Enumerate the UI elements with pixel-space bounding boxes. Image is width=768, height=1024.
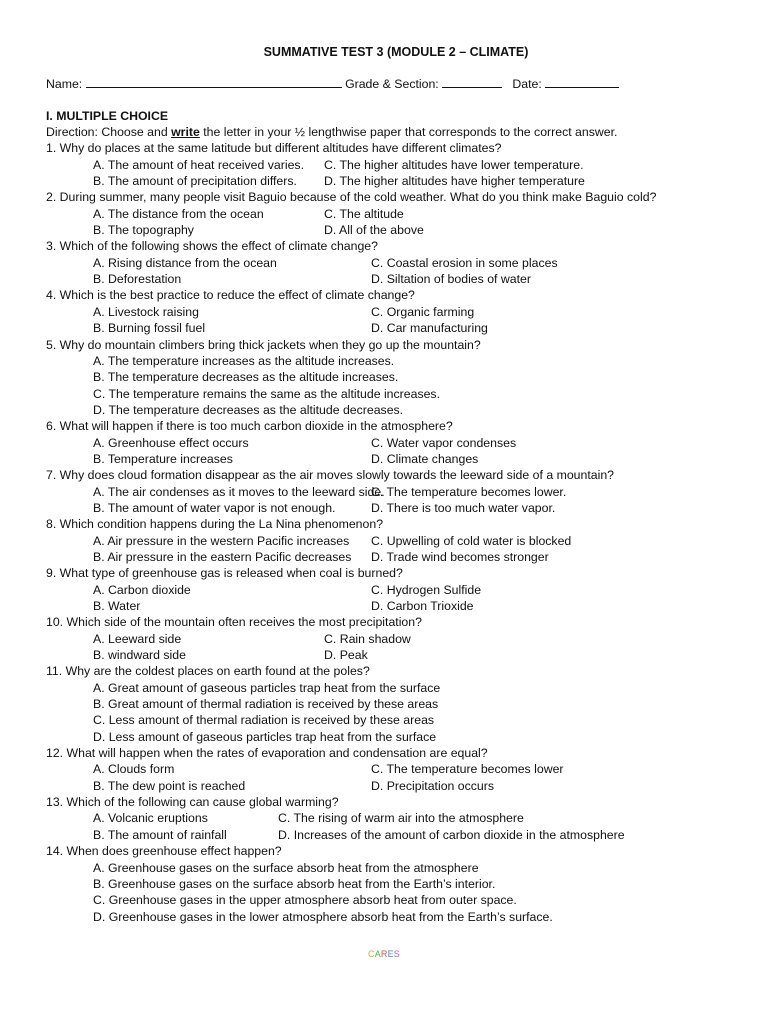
choice-d: D. Climate changes xyxy=(371,451,479,466)
direction-text xyxy=(46,124,746,140)
choice-c: C. Coastal erosion in some places xyxy=(371,255,558,270)
choice-a: A. The air condenses as it moves to the leeward side. xyxy=(93,484,385,499)
grade-label: Grade & Section: xyxy=(345,77,439,92)
name-label: Name: xyxy=(46,77,83,92)
choice-a: A. The amount of heat received varies. xyxy=(93,157,304,172)
question-text: 9. What type of greenhouse gas is released when coal is burned? xyxy=(46,566,403,581)
choice-d: D. Carbon Trioxide xyxy=(371,599,474,613)
choice-c: C. The higher altitudes have lower temperature. xyxy=(324,157,584,172)
choice-a: A. Carbon dioxide xyxy=(93,582,191,597)
choice-b: B. Greenhouse gases on the surface absorb heat from the Earth’s interior. xyxy=(93,876,496,891)
choice-row xyxy=(46,451,746,467)
question-text: 13. Which of the following can cause global warming? xyxy=(46,795,339,810)
choice-row xyxy=(46,582,746,598)
section-heading: I. MULTIPLE CHOICE xyxy=(46,108,169,123)
choice-d: D. Increases of the amount of carbon dioxide in the atmosphere xyxy=(278,827,625,842)
logo-letter: S xyxy=(393,949,400,959)
choice-a: A. Greenhouse effect occurs xyxy=(93,435,249,450)
page-title: SUMMATIVE TEST 3 (MODULE 2 – CLIMATE) xyxy=(263,45,529,59)
choice-b: B. Deforestation xyxy=(93,272,182,287)
choice-row xyxy=(46,827,746,843)
choice-row xyxy=(46,206,746,222)
name-blank[interactable] xyxy=(86,75,342,88)
choice-row xyxy=(46,631,746,647)
choice-row xyxy=(46,320,746,336)
logo-letter: C xyxy=(367,949,375,959)
question-text: 10. Which side of the mountain often receives the most precipitation? xyxy=(46,615,422,630)
choice-b: B. Water xyxy=(93,599,141,613)
choice-row xyxy=(46,304,746,320)
choice-d: D. There is too much water vapor. xyxy=(371,500,556,515)
choice-row xyxy=(46,778,746,794)
choice-row xyxy=(46,157,746,173)
choice-row xyxy=(46,435,746,451)
grade-blank[interactable] xyxy=(442,75,502,88)
choice-row xyxy=(46,173,746,189)
choice-a: A. Volcanic eruptions xyxy=(93,811,208,826)
choice-c: C. Less amount of thermal radiation is received by these areas xyxy=(93,713,435,728)
choice-a: A. The distance from the ocean xyxy=(93,206,264,221)
question-list xyxy=(46,140,746,925)
question-text: 5. Why do mountain climbers bring thick jackets when they go up the mountain? xyxy=(46,337,481,352)
question-text: 2. During summer, many people visit Baguio because of the cold weather. What do you think make Baguio cold? xyxy=(46,190,657,205)
choice-c: C. Hydrogen Sulfide xyxy=(371,582,482,597)
choice-c: C. Water vapor condenses xyxy=(371,435,517,450)
choice-a: A. Air pressure in the western Pacific increases xyxy=(93,533,350,548)
choice-c: C. Rain shadow xyxy=(324,631,411,646)
choice-b: B. The temperature decreases as the altitude increases. xyxy=(93,370,399,385)
logo-letter: E xyxy=(387,949,394,959)
choice-d: D. Precipitation occurs xyxy=(371,778,495,793)
test-page xyxy=(46,44,746,925)
choice-row xyxy=(46,598,746,614)
choice-row xyxy=(46,500,746,516)
choice-c: C. The rising of warm air into the atmosphere xyxy=(278,811,524,826)
choice-c: C. The altitude xyxy=(324,206,404,221)
date-blank[interactable] xyxy=(545,75,619,88)
question-text: 12. What will happen when the rates of evaporation and condensation are equal? xyxy=(46,746,488,761)
choice-row xyxy=(46,533,746,549)
date-label: Date: xyxy=(512,77,542,92)
question-text: 6. What will happen if there is too much carbon dioxide in the atmosphere? xyxy=(46,419,453,434)
choice-b: B. The amount of rainfall xyxy=(93,827,227,842)
choice-c: C. The temperature remains the same as the altitude increases. xyxy=(93,386,440,401)
student-info-line xyxy=(46,75,746,92)
choice-b: B. Air pressure in the eastern Pacific decreases xyxy=(93,549,352,564)
choice-b: B. windward side xyxy=(93,648,186,663)
question-text: 1. Why do places at the same latitude but different altitudes have different climates? xyxy=(46,141,502,156)
choice-b: B. The dew point is reached xyxy=(93,778,246,793)
choice-c: C. The temperature becomes lower xyxy=(371,762,564,777)
choice-row xyxy=(46,549,746,565)
choice-d: D. The temperature decreases as the altitude decreases. xyxy=(93,402,404,417)
choice-a: A. Clouds form xyxy=(93,762,175,777)
choice-a: A. Great amount of gaseous particles trap heat from the surface xyxy=(93,680,441,695)
logo-letter: A xyxy=(374,949,381,959)
question-text: 3. Which of the following shows the effect of climate change? xyxy=(46,239,378,254)
choice-d: D. Trade wind becomes stronger xyxy=(371,549,549,564)
choice-row xyxy=(46,271,746,287)
question-text: 4. Which is the best practice to reduce the effect of climate change? xyxy=(46,288,415,303)
choice-b: B. Great amount of thermal radiation is received by these areas xyxy=(93,697,439,712)
choice-d: D. All of the above xyxy=(324,223,424,238)
question-text: 8. Which condition happens during the La Nina phenomenon? xyxy=(46,517,384,532)
choice-row xyxy=(46,761,746,777)
choice-row xyxy=(46,484,746,500)
choice-c: C. The temperature becomes lower. xyxy=(371,484,567,499)
direction-pre: Direction: Choose and xyxy=(46,125,172,140)
choice-row xyxy=(46,255,746,271)
choice-c: C. Greenhouse gases in the upper atmosphere absorb heat from outer space. xyxy=(93,893,517,908)
question-text: 11. Why are the coldest places on earth found at the poles? xyxy=(46,664,370,679)
choice-d: D. Car manufacturing xyxy=(371,321,488,336)
direction-emphasis: write xyxy=(171,125,200,140)
choice-d: D. Greenhouse gases in the lower atmosphere absorb heat from the Earth’s surface. xyxy=(93,909,553,924)
choice-b: B. The amount of precipitation differs. xyxy=(93,174,297,189)
cares-logo xyxy=(0,946,768,962)
direction-post: the letter in your ½ lengthwise paper that corresponds to the correct answer. xyxy=(199,125,618,140)
choice-a: A. Greenhouse gases on the surface absorb heat from the atmosphere xyxy=(93,860,479,875)
choice-d: D. The higher altitudes have higher temperature xyxy=(324,174,585,189)
choice-d: D. Siltation of bodies of water xyxy=(371,272,531,287)
choice-c: C. Upwelling of cold water is blocked xyxy=(371,533,572,548)
choice-d: D. Less amount of gaseous particles trap heat from the surface xyxy=(93,729,437,744)
choice-c: C. Organic farming xyxy=(371,304,475,319)
choice-row xyxy=(46,647,746,663)
question-text: 14. When does greenhouse effect happen? xyxy=(46,844,282,859)
choice-row xyxy=(46,222,746,238)
choice-a: A. The temperature increases as the altitude increases. xyxy=(93,353,395,368)
choice-a: A. Livestock raising xyxy=(93,304,199,319)
logo-letter: R xyxy=(380,949,388,959)
choice-b: B. Temperature increases xyxy=(93,451,233,466)
choice-a: A. Rising distance from the ocean xyxy=(93,255,277,270)
choice-d: D. Peak xyxy=(324,648,368,663)
choice-a: A. Leeward side xyxy=(93,631,182,646)
choice-b: B. The amount of water vapor is not enough. xyxy=(93,500,336,515)
choice-row xyxy=(46,810,746,826)
choice-b: B. Burning fossil fuel xyxy=(93,321,206,336)
question-text: 7. Why does cloud formation disappear as the air moves slowly towards the leeward side of a mountain? xyxy=(46,468,614,483)
choice-b: B. The topography xyxy=(93,223,194,238)
